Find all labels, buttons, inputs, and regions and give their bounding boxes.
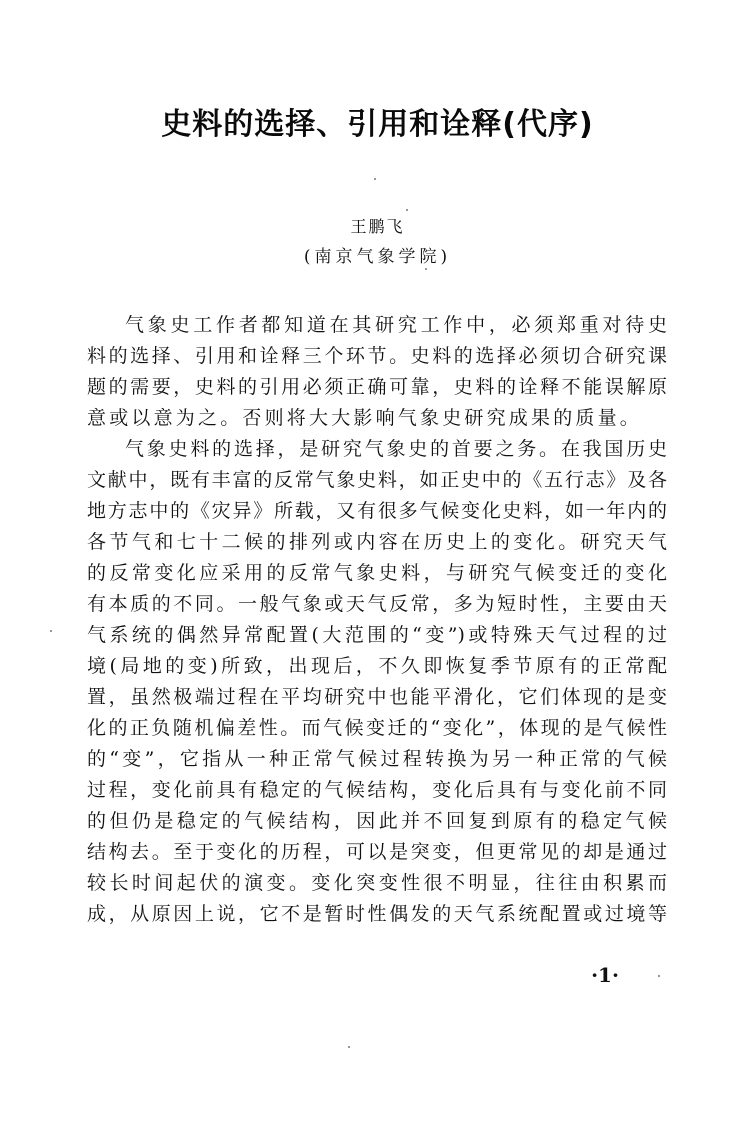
paragraph-2-line-10: 化的正负随机偏差性。而气候变迁的“变化”，体现的是气候性 <box>87 717 667 739</box>
paragraph-2-line-4: 各节气和七十二候的排列或内容在历史上的变化。研究天气 <box>87 531 667 553</box>
page-number: ·1· <box>591 963 619 987</box>
paragraph-2-line-14: 结构去。至于变化的历程，可以是突变，但更常见的却是通过 <box>87 841 667 863</box>
scan-speck <box>406 209 408 211</box>
paragraph-2-line-13: 的但仍是稳定的气候结构，因此并不回复到原有的稳定气候 <box>87 810 667 832</box>
paragraph-2-line-1: 气象史料的选择，是研究气象史的首要之务。在我国历史 <box>125 438 667 460</box>
paragraph-1-line-3: 题的需要，史料的引用必须正确可靠，史料的诠释不能误解原 <box>87 376 667 398</box>
paragraph-2-line-3: 地方志中的《灾异》所载，又有很多气候变化史料，如一年内的 <box>87 500 667 522</box>
paragraph-1-line-1: 气象史工作者都知道在其研究工作中，必须郑重对待史 <box>125 314 667 336</box>
scan-speck <box>658 975 660 977</box>
paragraph-2-line-7: 气系统的偶然异常配置(大范围的“变”)或特殊天气过程的过 <box>87 624 667 646</box>
paragraph-2-line-5: 的反常变化应采用的反常气象史料，与研究气候变迁的变化 <box>87 562 667 584</box>
scan-speck <box>348 1046 350 1048</box>
paragraph-1-line-4: 意或以意为之。否则将大大影响气象史研究成果的质量。 <box>87 407 643 429</box>
body-text <box>87 310 667 930</box>
paragraph-1-line-2: 料的选择、引用和诠释三个环节。史料的选择必须切合研究课 <box>87 345 667 367</box>
paragraph-2-line-6: 有本质的不同。一般气象或天气反常，多为短时性，主要由天 <box>87 593 667 615</box>
paragraph-2-line-2: 文献中，既有丰富的反常气象史料，如正史中的《五行志》及各 <box>87 469 667 491</box>
paragraph-2-line-15: 较长时间起伏的演变。变化突变性很不明显，往往由积累而 <box>87 872 667 894</box>
document-title: 史料的选择、引用和诠释(代序) <box>161 107 594 142</box>
paragraph-2-line-16: 成，从原因上说，它不是暂时性偶发的天气系统配置或过境等 <box>87 903 667 925</box>
author-name: 王鹏飞 <box>350 217 405 236</box>
scan-speck <box>50 630 52 632</box>
paragraph-2-line-8: 境(局地的变)所致，出现后，不久即恢复季节原有的正常配 <box>87 655 667 677</box>
paragraph-2-line-11: 的“变”，它指从一种正常气候过程转换为另一种正常的气候 <box>87 748 667 770</box>
scan-speck <box>425 268 427 270</box>
paragraph-2-line-12: 过程，变化前具有稳定的气候结构，变化后具有与变化前不同 <box>87 779 667 801</box>
paragraph-2-line-9: 置，虽然极端过程在平均研究中也能平滑化，它们体现的是变 <box>87 686 667 708</box>
scan-speck <box>374 178 376 180</box>
author-affiliation: (南京气象学院) <box>303 247 452 267</box>
